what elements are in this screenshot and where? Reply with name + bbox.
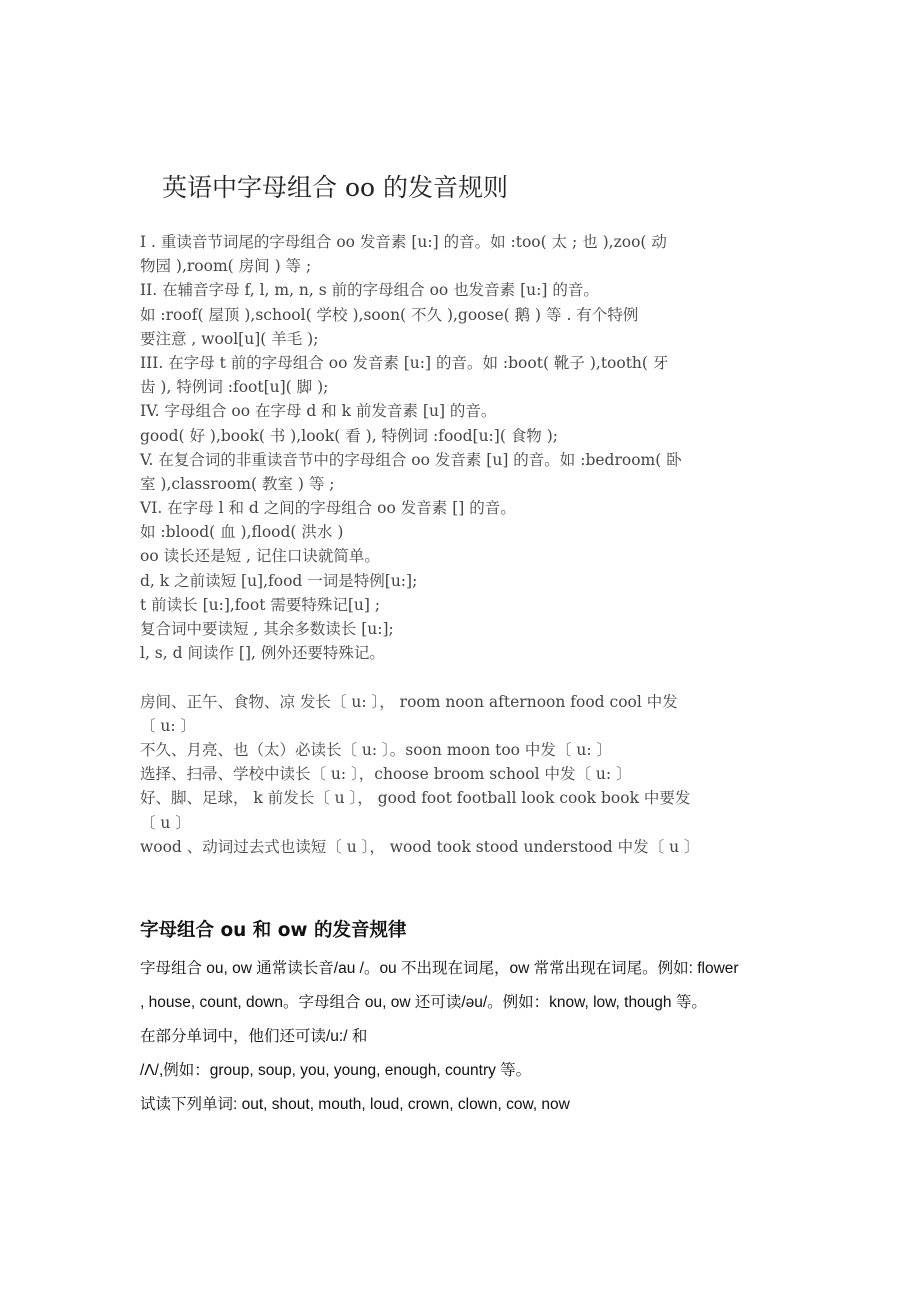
rule-line: VI. 在字母 l 和 d 之间的字母组合 oo 发音素 [] 的音。 — [140, 499, 516, 518]
paragraph-line: , house, count, down。字母组合 ou, ow 还可读/əu/。例如：know, low, though 等。 — [140, 994, 707, 1011]
rule-line: oo 读长还是短 , 记住口诀就简单。 — [140, 547, 380, 566]
mnemonic-line: 选择、扫帚、学校中读长〔 u: 〕，choose broom school 中发〔 u: 〕 — [140, 765, 632, 784]
rule-line: l, s, d 间读作 [], 例外还要特殊记。 — [140, 644, 385, 663]
paragraph-gap — [140, 665, 840, 689]
ou-ow-rules-section — [140, 957, 860, 1127]
mnemonic-line: 不久、月亮、也（太）必读长〔 u: 〕。soon moon too 中发〔 u: 〕 — [140, 740, 612, 759]
paragraph-line: 字母组合 ou, ow 通常读长音/au /。ou 不出现在词尾，ow 常常出现在词尾。例如: flower — [140, 960, 739, 977]
rule-line: 齿 ), 特例词 :foot[u]( 脚 ); — [140, 378, 329, 397]
rule-line: d, k 之前读短 [u],food 一词是特例[u:]; — [140, 571, 418, 590]
rule-line: 室 ),classroom( 教室 ) 等 ; — [140, 474, 335, 493]
rule-line: good( 好 ),book( 书 ),look( 看 ), 特例词 :food[u:]( 食物 ); — [140, 426, 558, 445]
mnemonic-line: 〔 u 〕 — [140, 813, 191, 832]
rule-line: III. 在字母 t 前的字母组合 oo 发音素 [u:] 的音。如 :boot( 靴子 ),tooth( 牙 — [140, 353, 669, 372]
rule-line: 如 :blood( 血 ),flood( 洪水 ) — [140, 523, 344, 542]
paragraph-line: 在部分单词中，他们还可读/u:/ 和 — [140, 1028, 368, 1045]
rule-line: 要注意 , wool[u]( 羊毛 ); — [140, 329, 319, 348]
mnemonic-line: 房间、正午、食物、凉 发长〔 u: 〕， room noon afternoon food cool 中发 — [140, 692, 678, 711]
paragraph-line: /Λ/,例如：group, soup, you, young, enough, country 等。 — [140, 1062, 532, 1079]
mnemonic-line: 好、脚、足球， k 前发长〔 u 〕， good foot football look cook book 中要发 — [140, 789, 691, 808]
rule-line: t 前读长 [u:],foot 需要特殊记[u] ; — [140, 595, 381, 614]
oo-rules-section — [140, 230, 840, 859]
rule-line: Ⅰ . 重读音节词尾的字母组合 oo 发音素 [u:] 的音。如 :too( 太 ; 也 ),zoo( 动 — [140, 233, 667, 251]
rule-line: II. 在辅音字母 f, l, m, n, s 前的字母组合 oo 也发音素 [u:] 的音。 — [140, 281, 599, 300]
rule-line: IV. 字母组合 oo 在字母 d 和 k 前发音素 [u] 的音。 — [140, 402, 497, 421]
section-heading: 字母组合 ou 和 ow 的发音规律 — [140, 920, 407, 941]
rule-line: 复合词中要读短 , 其余多数读长 [u:]; — [140, 620, 394, 638]
rule-line: 如 :roof( 屋顶 ),school( 学校 ),soon( 不久 ),goose( 鹅 ) 等 . 有个特例 — [140, 305, 639, 324]
rule-line: V. 在复合词的非重读音节中的字母组合 oo 发音素 [u] 的音。如 :bedroom( 卧 — [140, 450, 682, 469]
mnemonic-line: 〔 u: 〕 — [140, 716, 197, 735]
rule-line: 物园 ),room( 房间 ) 等 ; — [140, 257, 312, 276]
mnemonic-line: wood 、动词过去式也读短〔 u 〕， wood took stood understood 中发〔 u 〕 — [140, 837, 700, 856]
paragraph-line: 试读下列单词: out, shout, mouth, loud, crown, clown, cow, now — [140, 1096, 570, 1113]
page-title: 英语中字母组合 oo 的发音规则 — [162, 173, 508, 202]
